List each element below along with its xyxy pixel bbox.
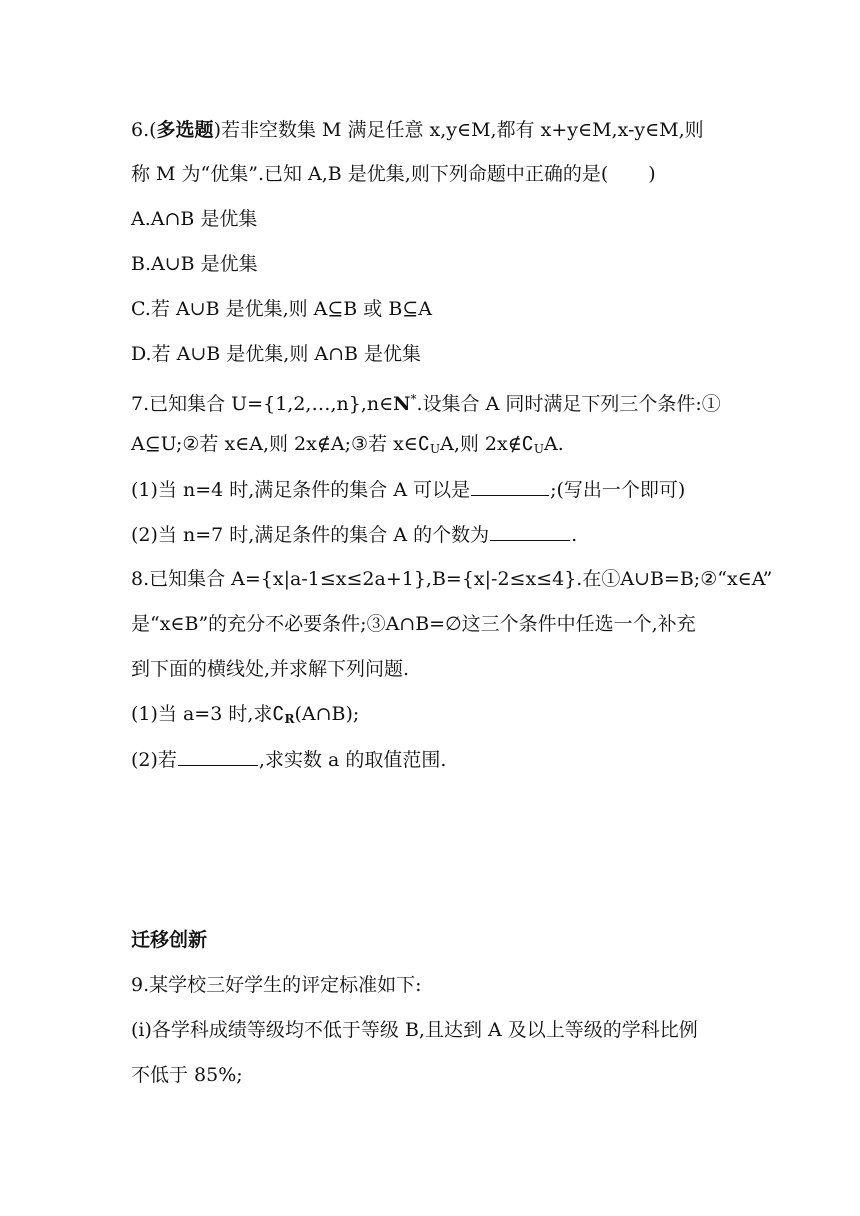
q6-stem-line-2: [131, 162, 820, 186]
q6-stem-text-1: )若非空数集 M 满足任意 x,y∈M,都有 x+y∈M,x-y∈M,则: [213, 119, 704, 141]
complement-subscript-r: R: [284, 712, 295, 726]
q7-stem-text-2b: A,则 2x∉∁: [440, 433, 534, 455]
q6-option-d: D.若 A∪B 是优集,则 A∩B 是优集: [131, 343, 422, 365]
q8-part-1-tail: (A∩B);: [294, 703, 360, 725]
q8-stem-line-2: 是“x∈B”的充分不必要条件;③A∩B=∅这三个条件中任选一个,补充: [131, 613, 696, 635]
q7-stem-text-1a: 7.已知集合 U={1,2,…,n},n∈: [131, 393, 394, 415]
q7-part-1: [131, 477, 820, 502]
q8-stem-line-1: 8.已知集合 A={x|a-1≤x≤2a+1},B={x|-2≤x≤4}.在①A∪B=B;②“x∈A”: [131, 568, 773, 590]
complement-subscript-u: U: [533, 442, 544, 456]
q8-stem-line-3: 到下面的横线处,并求解下列问题.: [131, 658, 410, 680]
q7-stem-text-2c: A.: [543, 433, 564, 455]
q9-stem: 9.某学校三好学生的评定标准如下:: [131, 974, 422, 996]
natural-numbers-symbol: N: [393, 393, 411, 415]
section-heading: 迁移创新: [131, 929, 208, 951]
q8-part-1: [131, 702, 820, 731]
q6-option-b: B.A∪B 是优集: [131, 253, 258, 275]
q6-option-a: A.A∩B 是优集: [131, 208, 258, 230]
q9-criterion-1-line-1: (i)各学科成绩等级均不低于等级 B,且达到 A 及以上等级的学科比例: [131, 1019, 698, 1041]
q7-stem-line-1: [131, 387, 820, 416]
q7-part-1-text: (1)当 n=4 时,满足条件的集合 A 可以是: [131, 479, 471, 501]
q8-part-2-text: (2)若: [131, 749, 177, 771]
q7-part-2-tail: .: [571, 524, 578, 546]
superscript-star: *: [410, 392, 417, 406]
q6-number: 6.(: [131, 119, 157, 141]
complement-subscript-u: U: [429, 442, 441, 456]
q7-stem-line-2: [131, 432, 820, 461]
q6-option-c: C.若 A∪B 是优集,则 A⊆B 或 B⊆A: [131, 298, 432, 320]
q6-stem-close-paren: ): [648, 163, 656, 185]
q8-part-1-text: (1)当 a=3 时,求∁: [131, 703, 285, 725]
q6-type-tag: 多选题: [156, 119, 214, 141]
q7-part-2-text: (2)当 n=7 时,满足条件的集合 A 的个数为: [131, 524, 490, 546]
q7-part-1-tail: ;(写出一个即可): [550, 479, 686, 501]
q9-criterion-1-line-2: 不低于 85%;: [131, 1064, 243, 1086]
q7-part-2: [131, 522, 820, 547]
answer-blank[interactable]: [490, 522, 570, 541]
q6-stem-line-1: [131, 118, 820, 142]
q7-stem-text-2a: A⊆U;②若 x∈A,则 2x∉A;③若 x∈∁: [131, 433, 430, 455]
answer-blank[interactable]: [471, 477, 549, 496]
q8-part-2-tail: ,求实数 a 的取值范围.: [258, 749, 447, 771]
q6-stem-text-2: 称 M 为“优集”.已知 A,B 是优集,则下列命题中正确的是(: [131, 163, 609, 185]
q8-part-2: [131, 747, 820, 772]
q7-stem-text-1b: .设集合 A 同时满足下列三个条件:①: [416, 393, 721, 415]
answer-blank[interactable]: [178, 747, 258, 766]
